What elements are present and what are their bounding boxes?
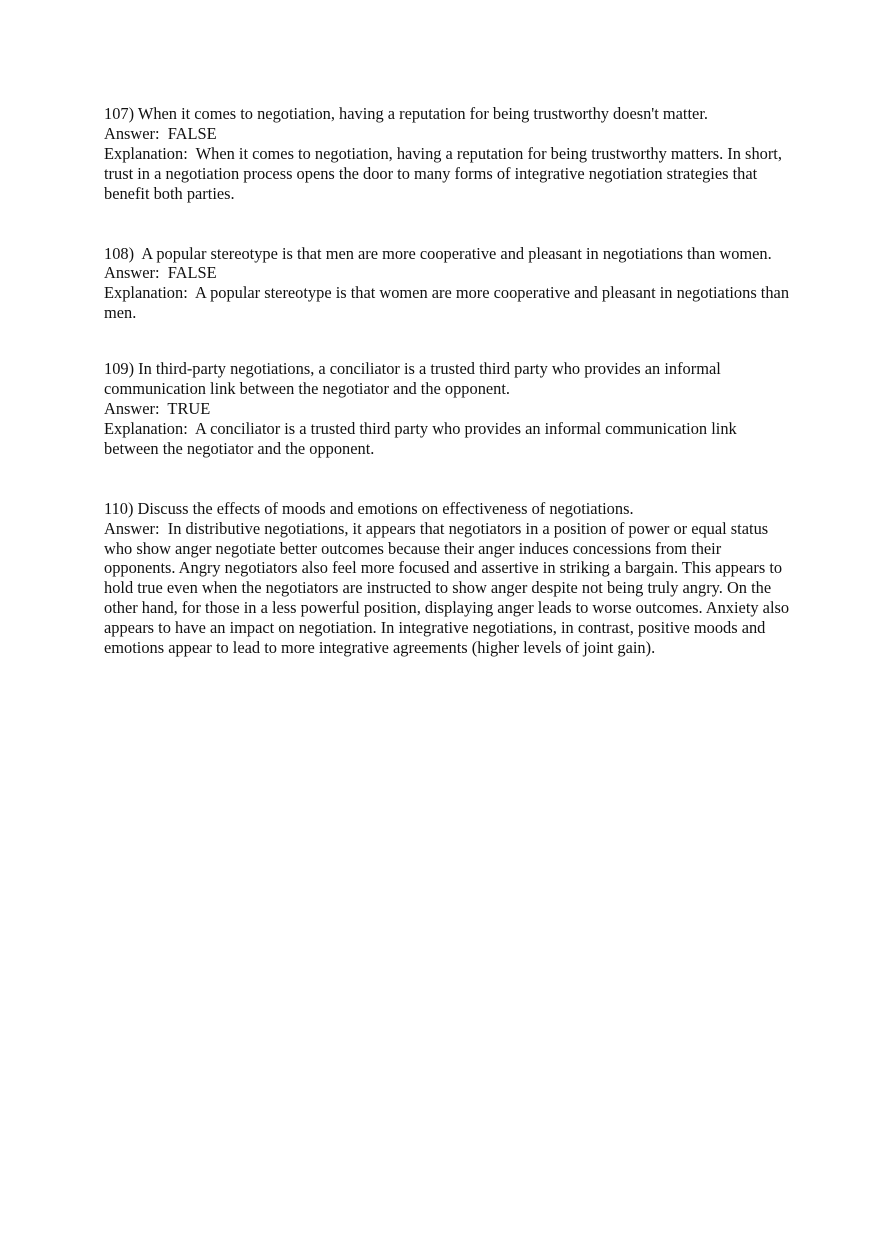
- explanation-text: Explanation: When it comes to negotiation, having a reputation for being trustworthy matters. In short, trust in a negotiation process opens the door to many forms of integrative negotiation strategies that benefit both parties.: [104, 143, 787, 203]
- answer-text: Answer: FALSE: [104, 263, 217, 283]
- question-block-109: [104, 359, 794, 459]
- question-block-110: [104, 499, 794, 658]
- question-block-107: [104, 104, 794, 204]
- explanation-text: Explanation: A popular stereotype is that women are more cooperative and pleasant in negotiations than men.: [104, 283, 794, 323]
- question-text: 109) In third-party negotiations, a conciliator is a trusted third party who provides an informal communication link between the negotiator and the opponent.: [104, 359, 725, 399]
- question-text: 107) When it comes to negotiation, having a reputation for being trustworthy doesn't matter.: [104, 104, 708, 123]
- question-block-108: [104, 244, 794, 324]
- answer-text: Answer: In distributive negotiations, it appears that negotiators in a position of power or equal status who show anger negotiate better outcomes because their anger induces concessions from their opponents. Angry negotiators also feel more focused and assertive in striking a bargain. This appears to hold true even when the negotiators are instructed to show anger despite not being truly angry. On the other hand, for those in a less powerful position, displaying anger leads to worse outcomes. Anxiety also appears to have an impact on negotiation. In integrative negotiations, in contrast, positive moods and emotions appear to lead to more integrative agreements (higher levels of joint gain).: [104, 518, 794, 658]
- question-text: 110) Discuss the effects of moods and emotions on effectiveness of negotiations.: [104, 498, 634, 518]
- answer-text: Answer: TRUE: [104, 398, 211, 418]
- question-text: 108) A popular stereotype is that men are more cooperative and pleasant in negotiations than women.: [104, 243, 772, 263]
- document-page: [104, 104, 794, 658]
- answer-text: Answer: FALSE: [104, 123, 217, 143]
- explanation-text: Explanation: A conciliator is a trusted third party who provides an informal communication link between the negotiator and the opponent.: [104, 418, 741, 458]
